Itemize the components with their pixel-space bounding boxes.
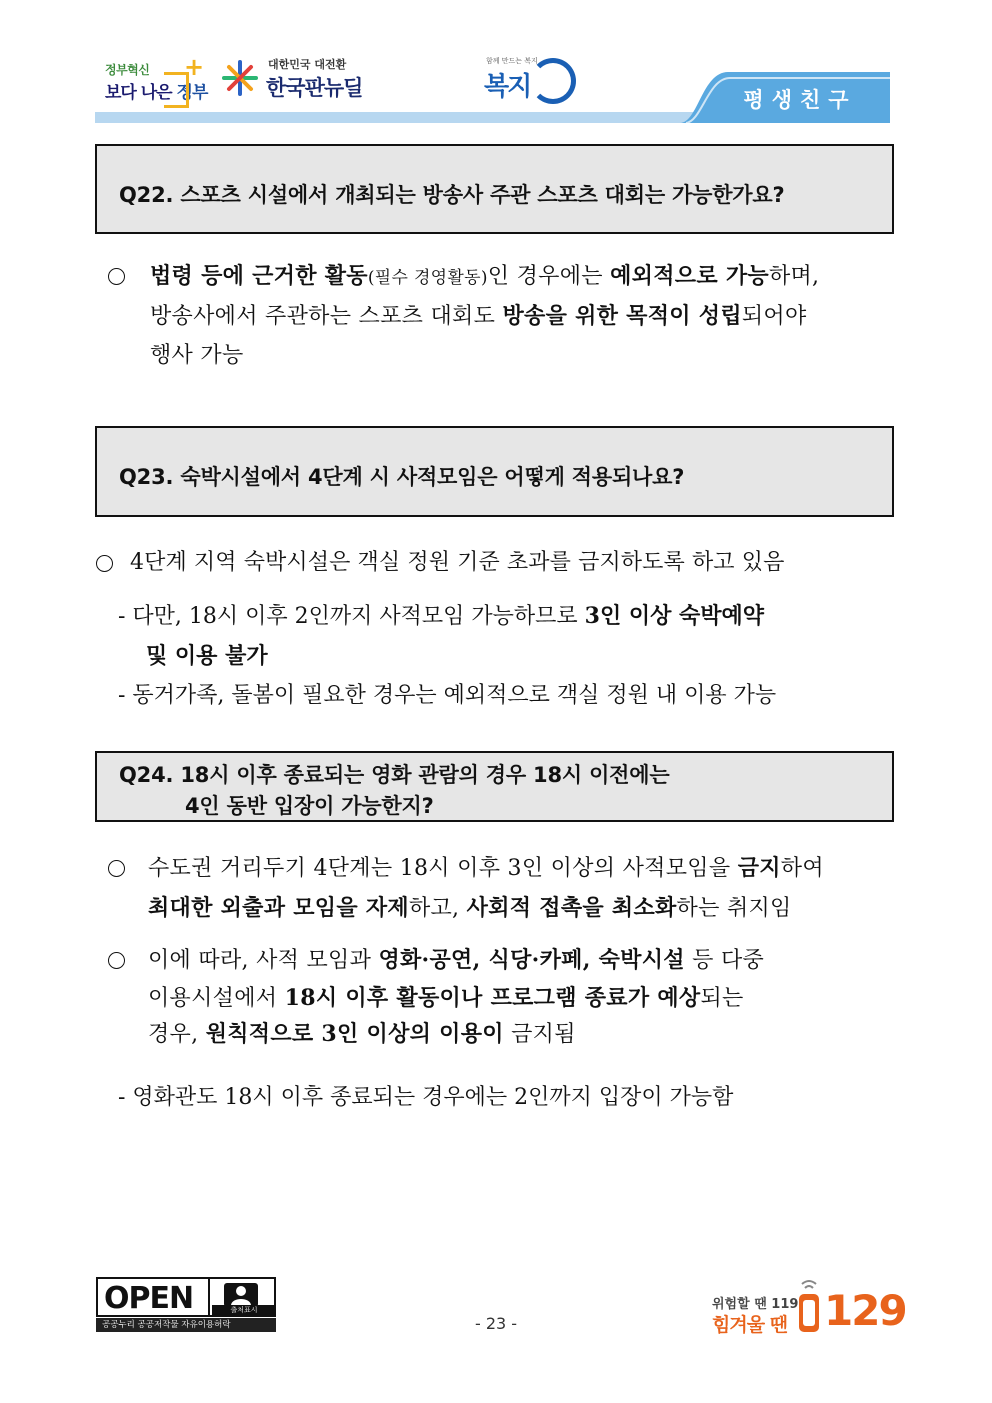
answer-q24-dash: - 영화관도 18시 이후 종료되는 경우에는 2인까지 입장이 가능함 <box>118 1085 734 1110</box>
gov-logo-plus-icon: + <box>184 53 205 81</box>
answer-q23-main <box>96 543 896 583</box>
open-license-top <box>96 1277 276 1317</box>
gov-logo-big-text: 보다 나은 정부 <box>105 83 208 103</box>
question-text-q24-line-2: 4인 동반 입장이 가능한지? <box>185 794 434 818</box>
open-license-bottom-text: 공공누리 공공저작물 자유이용허락 <box>96 1318 276 1332</box>
bullet-circle-icon <box>96 555 113 572</box>
answer-q24-1-line-2: 최대한 외출과 모임을 자제하고, 사회적 접촉을 최소화하는 취지임 <box>148 895 792 921</box>
answer-q22-line-3: 행사 가능 <box>150 343 244 368</box>
page-header <box>0 0 992 130</box>
header-tab <box>680 72 890 123</box>
bullet-circle-icon <box>108 952 125 969</box>
answer-q23-dash-1-line-1: - 다만, 18시 이후 2인까지 사적모임 가능하므로 3인 이상 숙박예약 <box>118 603 765 629</box>
bokji-logo-text: 복지 <box>484 72 531 102</box>
bullet-circle-icon <box>108 268 125 285</box>
helpline-129-logo <box>708 1276 906 1336</box>
answer-q24-2-line-2: 이용시설에서 18시 이후 활동이나 프로그램 종료가 예상되는 <box>148 985 744 1011</box>
question-text-q23: Q23. 숙박시설에서 4단계 시 사적모임은 어떻게 적용되나요? <box>119 465 685 489</box>
person-icon <box>224 1283 258 1307</box>
answer-q24-2 <box>108 940 898 1060</box>
bokji-logo <box>478 52 578 108</box>
bokji-logo-tagline: 함께 만드는 복지 <box>486 57 538 65</box>
phone-icon <box>796 1278 822 1334</box>
gov-logo-small-text: 정부혁신 <box>105 63 150 77</box>
open-license-word: OPEN <box>104 1281 194 1316</box>
bokji-logo-arc-icon <box>530 58 576 104</box>
answer-q24-1-line-1: 수도권 거리두기 4단계는 18시 이후 3인 이상의 사적모임을 금지하여 <box>148 855 824 881</box>
new-deal-logo-big-text: 한국판뉴딜 <box>266 76 363 100</box>
helpline-text-2: 힘겨울 땐 <box>712 1314 788 1336</box>
question-text-q24-line-1: Q24. 18시 이후 종료되는 영화 관람의 경우 18시 이전에는 <box>119 763 670 787</box>
question-text-q22: Q22. 스포츠 시설에서 개최되는 방송사 주관 스포츠 대회는 가능한가요? <box>119 183 785 207</box>
answer-q23-dash-2: - 동거가족, 돌봄이 필요한 경우는 예외적으로 객실 정원 내 이용 가능 <box>118 683 777 708</box>
question-box-q24 <box>95 751 894 822</box>
answer-q23-dash-1-line-2: 및 이용 불가 <box>146 643 268 669</box>
page-number: - 23 - <box>474 1314 518 1333</box>
answer-q22-line-2: 방송사에서 주관하는 스포츠 대회도 방송을 위한 목적이 성립되어야 <box>150 303 807 329</box>
question-box-q22 <box>95 144 894 234</box>
gov-innovation-logo <box>100 52 212 112</box>
answer-q24-2-line-3: 경우, 원칙적으로 3인 이상의 이용이 금지됨 <box>148 1021 576 1047</box>
answer-q22 <box>108 256 898 376</box>
header-tab-label: 평생친구 <box>743 88 857 112</box>
answer-q23-main-text: 4단계 지역 숙박시설은 객실 정원 기준 초과를 금지하도록 하고 있음 <box>130 550 785 575</box>
helpline-text-1: 위험할 땐 119 <box>712 1297 799 1312</box>
question-box-q23 <box>95 426 894 517</box>
answer-q22-line-1: 법령 등에 근거한 활동(필수 경영활동)인 경우에는 예외적으로 가능하며, <box>150 263 820 289</box>
open-license-logo <box>96 1277 278 1332</box>
bullet-circle-icon <box>108 860 125 877</box>
answer-q24-1 <box>108 848 898 928</box>
new-deal-logo-small-text: 대한민국 대전환 <box>268 58 347 71</box>
answer-q24-2-line-1: 이에 따라, 사적 모임과 영화·공연, 식당·카페, 숙박시설 등 다중 <box>148 947 765 973</box>
korean-new-deal-logo <box>222 56 372 106</box>
open-license-attribution: 출처표시 <box>212 1305 276 1315</box>
new-deal-star-icon <box>222 60 258 96</box>
helpline-number: 129 <box>824 1286 906 1335</box>
